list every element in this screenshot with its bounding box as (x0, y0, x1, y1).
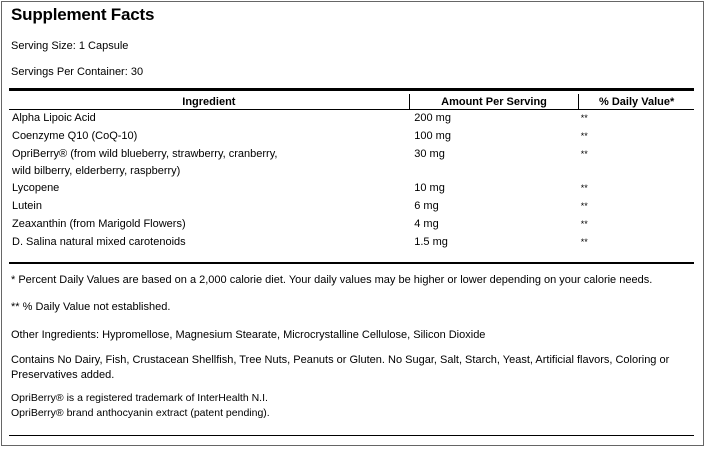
ingredient-daily-value: ** (580, 149, 588, 159)
servings-per-container: Servings Per Container: 30 (11, 66, 144, 78)
ingredient-amount: 100 mg (414, 130, 451, 142)
ingredient-amount: 6 mg (414, 200, 439, 212)
table-row (9, 146, 694, 180)
trademark-note-line1: OpriBerry® is a registered trademark of InterHealth N.I. (11, 392, 268, 404)
column-header-ingredient: Ingredient (9, 94, 409, 110)
table-row (9, 110, 694, 129)
table-bottom-divider (9, 262, 694, 264)
footnote-not-established: ** % Daily Value not established. (11, 301, 171, 313)
column-header-daily-value: % Daily Value* (579, 94, 694, 110)
table-header-row (9, 94, 694, 110)
ingredient-daily-value: ** (580, 237, 588, 247)
ingredient-name: D. Salina natural mixed carotenoids (12, 236, 186, 248)
ingredient-amount: 4 mg (414, 218, 439, 230)
trademark-note-line2: OpriBerry® brand anthocyanin extract (patent pending). (11, 407, 270, 419)
ingredient-amount: 10 mg (414, 182, 445, 194)
ingredient-daily-value: ** (580, 183, 588, 193)
ingredients-table (9, 94, 694, 252)
ingredient-name-line2: wild bilberry, elderberry, raspberry) (12, 165, 181, 177)
ingredient-name (9, 146, 409, 180)
column-header-amount: Amount Per Serving (409, 94, 579, 110)
header-divider (9, 88, 694, 91)
table-row (9, 180, 694, 198)
ingredient-name: Zeaxanthin (from Marigold Flowers) (12, 218, 186, 230)
ingredient-amount: 1.5 mg (414, 236, 448, 248)
table-row (9, 216, 694, 234)
footnote-percent-daily-values: * Percent Daily Values are based on a 2,000 calorie diet. Your daily values may be higher or lower depending on your calorie needs. (11, 274, 653, 286)
page-title: Supplement Facts (11, 5, 155, 24)
ingredient-amount: 30 mg (414, 148, 445, 160)
ingredient-name-line1: OpriBerry® (from wild blueberry, strawberry, cranberry, (12, 148, 278, 160)
ingredient-daily-value: ** (580, 219, 588, 229)
allergen-statement-line1: Contains No Dairy, Fish, Crustacean Shellfish, Tree Nuts, Peanuts or Gluten. No Sugar, Salt, Starch, Yeast, Artificial flavors, Coloring or (11, 354, 670, 366)
other-ingredients: Other Ingredients: Hypromellose, Magnesium Stearate, Microcrystalline Cellulose, Silicon Dioxide (11, 329, 486, 341)
ingredient-name: Lycopene (12, 182, 60, 194)
table-row (9, 198, 694, 216)
ingredient-name: Alpha Lipoic Acid (12, 112, 96, 124)
serving-size: Serving Size: 1 Capsule (11, 40, 129, 52)
ingredient-daily-value: ** (580, 113, 588, 123)
ingredient-name: Coenzyme Q10 (CoQ-10) (12, 130, 138, 142)
ingredient-daily-value: ** (580, 131, 588, 141)
bottom-divider (9, 435, 694, 436)
ingredient-name: Lutein (12, 200, 42, 212)
ingredient-amount: 200 mg (414, 112, 451, 124)
ingredient-daily-value: ** (580, 201, 588, 211)
allergen-statement-line2: Preservatives added. (11, 369, 115, 381)
table-row (9, 128, 694, 146)
table-row (9, 234, 694, 252)
